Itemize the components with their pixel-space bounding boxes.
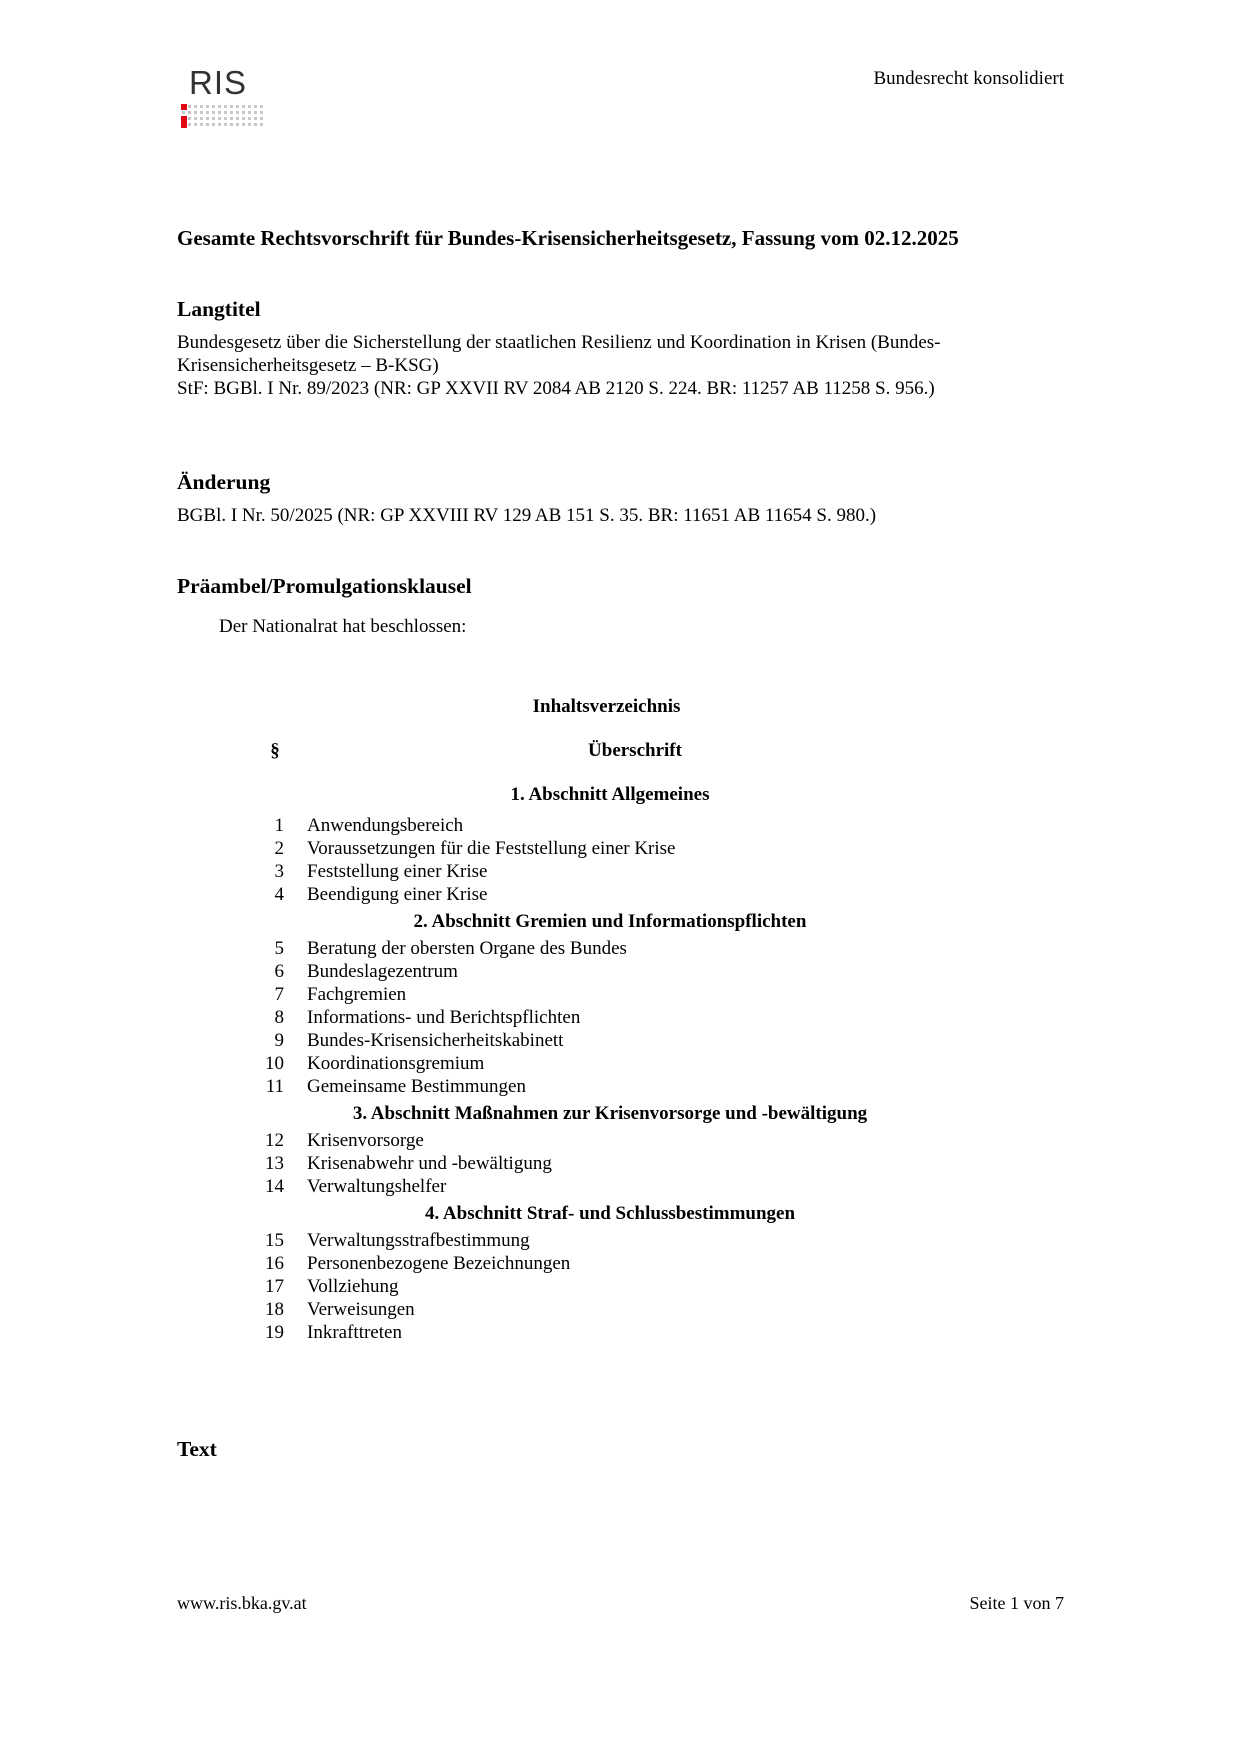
toc-entry	[260, 1029, 960, 1052]
toc-entry-label: Bundeslagezentrum	[307, 961, 458, 982]
toc-entry	[260, 837, 960, 860]
toc-entry	[260, 1298, 960, 1321]
toc-entry	[260, 814, 960, 837]
text-heading: Text	[177, 1437, 217, 1461]
praeambel-heading: Präambel/Promulgationsklausel	[177, 574, 472, 598]
logo-dot-grid-icon	[181, 104, 271, 134]
toc-entry	[260, 937, 960, 960]
toc-entry-number: 5	[274, 938, 284, 959]
toc-entry	[260, 1175, 960, 1198]
toc-entry-number: 4	[274, 884, 284, 905]
toc-section-heading: 1. Abschnitt Allgemeines	[510, 784, 710, 805]
toc-entry-label: Informations- und Berichtspflichten	[307, 1007, 581, 1028]
toc-entry-label: Feststellung einer Krise	[307, 861, 488, 882]
footer-url: www.ris.bka.gv.at	[177, 1593, 307, 1613]
toc-entry	[260, 1006, 960, 1029]
toc-body	[260, 784, 960, 1344]
toc-entry	[260, 883, 960, 906]
toc-header-heading: Überschrift	[588, 740, 682, 761]
toc-entry-label: Personenbezogene Bezeichnungen	[307, 1253, 571, 1274]
toc-section-heading: 2. Abschnitt Gremien und Informationspflichten	[413, 911, 807, 932]
toc-entry-label: Voraussetzungen für die Feststellung einer Krise	[307, 838, 676, 859]
logo-text: RIS	[189, 64, 248, 101]
table-of-contents	[260, 740, 960, 1344]
toc-entry-number: 7	[274, 984, 284, 1005]
toc-entry	[260, 1229, 960, 1252]
toc-entry-label: Krisenvorsorge	[307, 1130, 424, 1151]
toc-header	[260, 740, 960, 784]
toc-entry-label: Beratung der obersten Organe des Bundes	[307, 938, 627, 959]
toc-entry-number: 6	[274, 961, 284, 982]
toc-entry-number: 3	[274, 861, 284, 882]
toc-entry	[260, 983, 960, 1006]
toc-entry-label: Verweisungen	[307, 1299, 415, 1320]
toc-entry	[260, 1052, 960, 1075]
toc-entry-label: Krisenabwehr und -bewältigung	[307, 1153, 552, 1174]
document-title: Gesamte Rechtsvorschrift für Bundes-Krisensicherheitsgesetz, Fassung vom 02.12.2025	[177, 226, 959, 250]
toc-entry-label: Anwendungsbereich	[307, 815, 464, 836]
toc-entry	[260, 960, 960, 983]
toc-entry-number: 9	[274, 1030, 284, 1051]
praeambel-text: Der Nationalrat hat beschlossen:	[219, 616, 467, 637]
toc-entry-number: 12	[265, 1130, 284, 1151]
toc-entry-label: Vollziehung	[307, 1276, 399, 1297]
langtitel-heading: Langtitel	[177, 297, 261, 321]
toc-entry-label: Koordinationsgremium	[307, 1053, 485, 1074]
toc-entry-number: 10	[265, 1053, 284, 1074]
toc-section-heading: 3. Abschnitt Maßnahmen zur Krisenvorsorge und -bewältigung	[352, 1103, 868, 1124]
header-label: Bundesrecht konsolidiert	[873, 68, 1064, 89]
toc-entry	[260, 1321, 960, 1344]
aenderung-heading: Änderung	[177, 470, 271, 494]
toc-entry-number: 14	[265, 1176, 284, 1197]
toc-entry-number: 18	[265, 1299, 284, 1320]
toc-entry-number: 1	[274, 815, 284, 836]
toc-entry	[260, 1152, 960, 1175]
ris-logo	[181, 66, 271, 136]
toc-entry-label: Beendigung einer Krise	[307, 884, 488, 905]
toc-entry-label: Fachgremien	[307, 984, 407, 1005]
langtitel-line-2: Krisensicherheitsgesetz – B-KSG)	[177, 355, 439, 376]
toc-entry-label: Verwaltungshelfer	[307, 1176, 447, 1197]
toc-entry-number: 16	[265, 1253, 284, 1274]
toc-entry-label: Bundes-Krisensicherheitskabinett	[307, 1030, 564, 1051]
toc-entry-number: 2	[274, 838, 284, 859]
toc-entry-number: 8	[274, 1007, 284, 1028]
langtitel-line-1: Bundesgesetz über die Sicherstellung der staatlichen Resilienz und Koordination in Krisen (Bundes-	[177, 332, 941, 353]
toc-entry-number: 17	[265, 1276, 284, 1297]
toc-entry	[260, 1252, 960, 1275]
toc-header-paragraph: §	[270, 740, 280, 761]
toc-entry	[260, 1075, 960, 1098]
aenderung-text: BGBl. I Nr. 50/2025 (NR: GP XXVIII RV 129 AB 151 S. 35. BR: 11651 AB 11654 S. 980.)	[177, 505, 877, 526]
toc-entry-label: Gemeinsame Bestimmungen	[307, 1076, 526, 1097]
footer-page-number: Seite 1 von 7	[969, 1593, 1064, 1613]
toc-entry-label: Verwaltungsstrafbestimmung	[307, 1230, 530, 1251]
langtitel-line-3: StF: BGBl. I Nr. 89/2023 (NR: GP XXVII RV 2084 AB 2120 S. 224. BR: 11257 AB 11258 S. 956.)	[177, 378, 935, 399]
toc-section-heading: 4. Abschnitt Straf- und Schlussbestimmungen	[424, 1203, 796, 1224]
toc-title: Inhaltsverzeichnis	[532, 696, 681, 717]
toc-entry	[260, 1129, 960, 1152]
toc-entry-number: 13	[265, 1153, 284, 1174]
toc-entry	[260, 1275, 960, 1298]
toc-entry-number: 15	[265, 1230, 284, 1251]
toc-entry-label: Inkrafttreten	[307, 1322, 402, 1343]
toc-entry-number: 19	[265, 1322, 284, 1343]
toc-entry	[260, 860, 960, 883]
toc-entry-number: 11	[265, 1076, 284, 1097]
